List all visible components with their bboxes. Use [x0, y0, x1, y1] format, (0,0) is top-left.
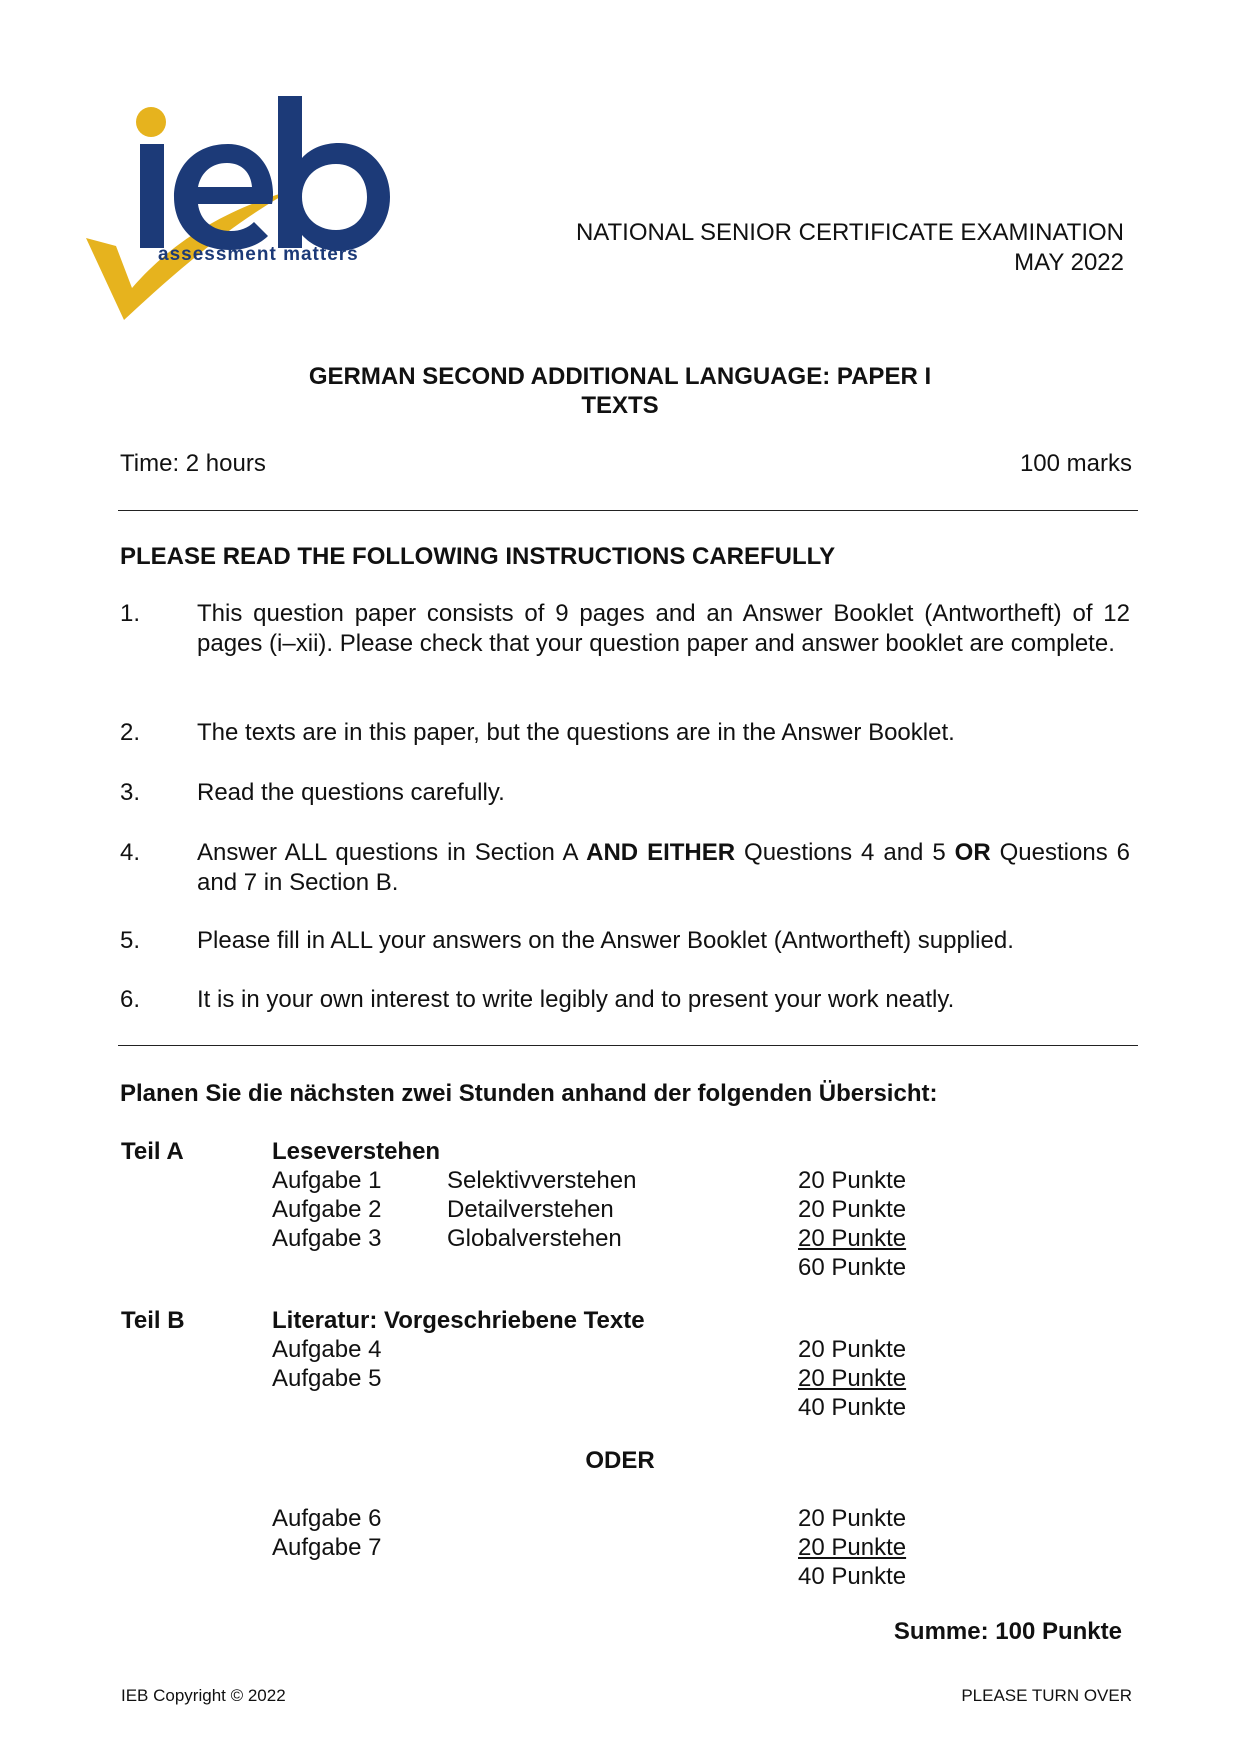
- teil-a-title: Leseverstehen: [272, 1138, 441, 1165]
- task-label: Aufgabe 6: [272, 1505, 382, 1532]
- instruction-text: [197, 838, 1130, 898]
- instruction-text: Read the questions carefully.: [197, 779, 505, 806]
- plan-heading: Planen Sie die nächsten zwei Stunden anhand der folgenden Übersicht:: [120, 1080, 938, 1107]
- task-points: 20 Punkte: [798, 1534, 907, 1561]
- divider: [118, 1045, 1138, 1046]
- task-type: Globalverstehen: [447, 1225, 622, 1252]
- task-points: 20 Punkte: [798, 1225, 907, 1252]
- instruction-item: [120, 778, 1130, 808]
- or-label: ODER: [585, 1447, 655, 1474]
- task-label: Aufgabe 3: [272, 1225, 382, 1252]
- instruction-item: [120, 599, 1130, 659]
- task-type: Detailverstehen: [447, 1196, 614, 1223]
- instruction-text-part: Questions 6 and 7 in Section B.: [197, 839, 1130, 896]
- teil-b-title: Literatur: Vorgeschriebene Texte: [272, 1307, 645, 1334]
- exam-name: NATIONAL SENIOR CERTIFICATE EXAMINATION: [575, 219, 1124, 246]
- subtotal-points: 40 Punkte: [798, 1563, 907, 1590]
- instruction-number: 3.: [120, 779, 141, 806]
- teil-a-label: Teil A: [121, 1138, 184, 1165]
- task-label: Aufgabe 2: [272, 1196, 382, 1223]
- logo-tagline: assessment matters: [158, 244, 359, 265]
- instruction-number: 1.: [120, 600, 141, 627]
- instruction-item: [120, 838, 1130, 898]
- ieb-logo: [82, 96, 442, 332]
- instruction-number: 4.: [120, 839, 141, 866]
- task-label: Aufgabe 4: [272, 1336, 382, 1363]
- divider: [118, 510, 1138, 511]
- footer-copyright: IEB Copyright © 2022: [121, 1686, 286, 1705]
- i-dot: [136, 107, 166, 137]
- instruction-item: [120, 718, 1130, 748]
- time-allowed: Time: 2 hours: [120, 450, 266, 477]
- instruction-emphasis: AND EITHER: [586, 839, 736, 866]
- task-label: Aufgabe 5: [272, 1365, 382, 1392]
- instruction-item: [120, 985, 1130, 1015]
- task-label: Aufgabe 7: [272, 1534, 382, 1561]
- letter-i: [140, 144, 164, 248]
- task-points: 20 Punkte: [798, 1505, 907, 1532]
- ieb-logo-graphic: [82, 96, 442, 332]
- exam-date: MAY 2022: [1014, 249, 1124, 276]
- task-label: Aufgabe 1: [272, 1167, 382, 1194]
- letter-e: [174, 144, 273, 250]
- teil-b-label: Teil B: [121, 1307, 185, 1334]
- paper-title-line1: GERMAN SECOND ADDITIONAL LANGUAGE: PAPER I: [308, 363, 932, 390]
- instruction-text: The texts are in this paper, but the questions are in the Answer Booklet.: [197, 719, 955, 746]
- task-points: 20 Punkte: [798, 1336, 907, 1363]
- instruction-text: Please fill in ALL your answers on the Answer Booklet (Antwortheft) supplied.: [197, 927, 1014, 954]
- instruction-text-part: Answer ALL questions in Section A: [197, 839, 587, 866]
- total-sum: Summe: 100 Punkte: [893, 1618, 1122, 1645]
- instruction-item: [120, 926, 1130, 956]
- instruction-number: 5.: [120, 927, 141, 954]
- letter-b: [278, 96, 390, 251]
- total-marks: 100 marks: [1019, 450, 1132, 477]
- instruction-emphasis: OR: [954, 839, 991, 866]
- task-points: 20 Punkte: [798, 1365, 907, 1392]
- instruction-number: 2.: [120, 719, 141, 746]
- instruction-number: 6.: [120, 986, 141, 1013]
- task-type: Selektivverstehen: [447, 1167, 637, 1194]
- instruction-text: It is in your own interest to write legibly and to present your work neatly.: [197, 986, 955, 1013]
- instruction-text-part: Questions 4 and 5: [735, 839, 955, 866]
- task-points: 20 Punkte: [798, 1196, 907, 1223]
- exam-header: [576, 218, 1124, 278]
- paper-title: [0, 362, 1240, 420]
- subtotal-points: 40 Punkte: [798, 1394, 907, 1421]
- subtotal-points: 60 Punkte: [798, 1254, 907, 1281]
- paper-title-line2: TEXTS: [581, 392, 659, 419]
- instructions-heading: PLEASE READ THE FOLLOWING INSTRUCTIONS CAREFULLY: [120, 543, 836, 570]
- footer-turn-over: PLEASE TURN OVER: [961, 1686, 1132, 1705]
- instruction-text: This question paper consists of 9 pages and an Answer Booklet (Antwortheft) of 12 pages (i–xii). Please check that your question paper and answer booklet are complete.: [197, 600, 1130, 657]
- task-points: 20 Punkte: [798, 1167, 907, 1194]
